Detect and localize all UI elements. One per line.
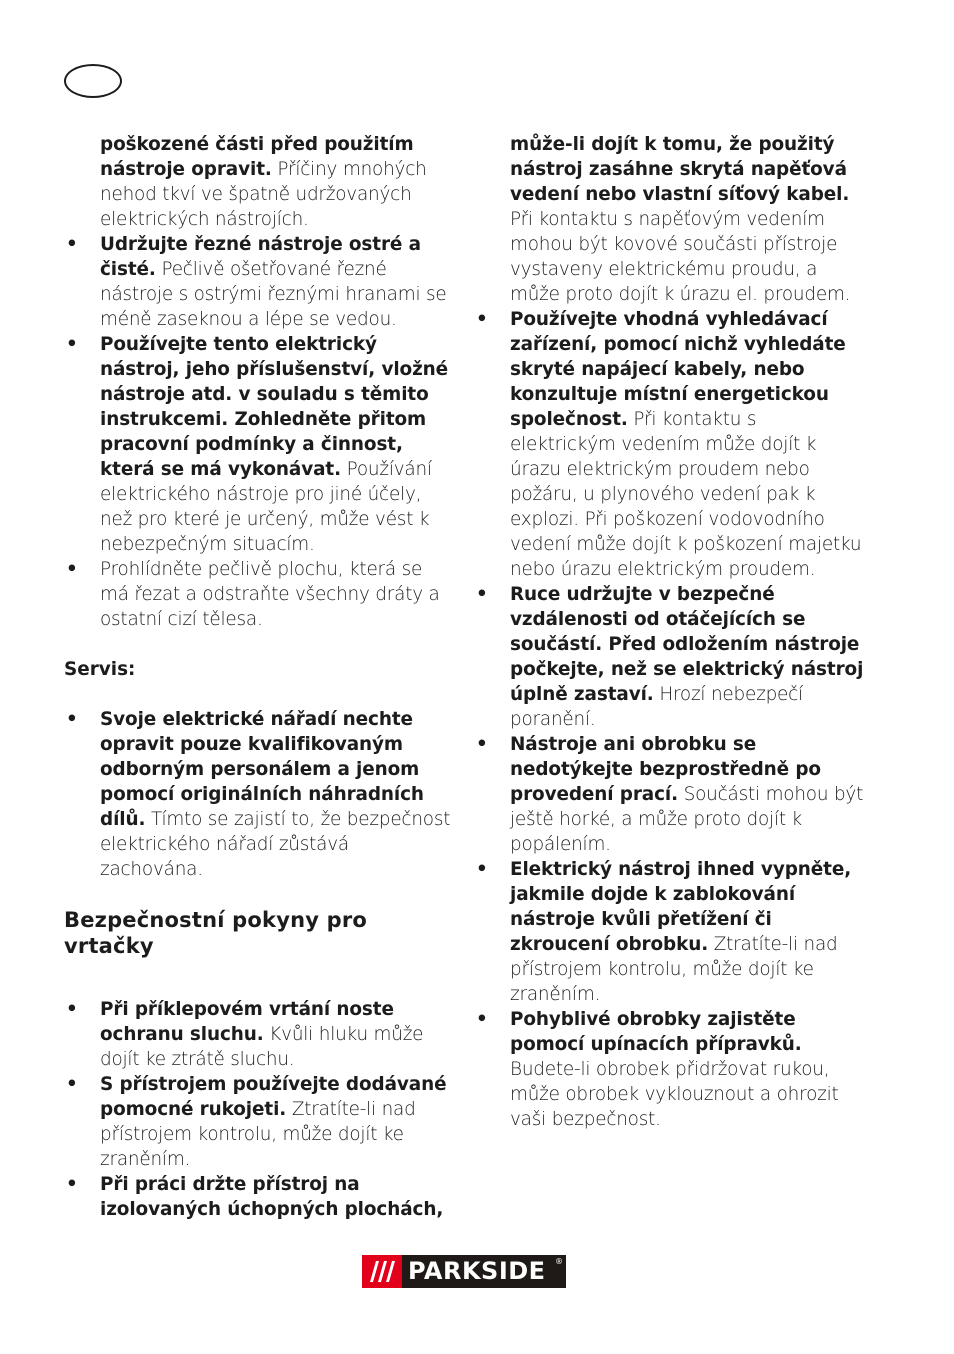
list-item	[64, 1172, 456, 1222]
bold-text: S přístrojem používejte dodávané pomocné rukojeti.	[100, 1074, 447, 1120]
language-badge	[64, 64, 122, 98]
list-item	[64, 557, 456, 632]
list-item	[64, 997, 456, 1072]
right-column	[474, 132, 866, 1132]
list-item	[64, 332, 456, 557]
bold-text: Při práci držte přístroj na izolovaných úchopných plochách,	[100, 1174, 444, 1220]
body-text: Při kontaktu s napěťovým vedením mohou být kovové součásti přístroje vystaveny elektrickému proudu, a může proto dojít k úrazu el. proudem.	[510, 209, 851, 305]
list-item	[64, 707, 456, 882]
body-text: Ztratíte-li nad přístrojem kontrolu, může dojít ke zraněním.	[100, 1099, 416, 1170]
servis-heading: Servis:	[64, 659, 136, 680]
bold-text: poškozené části před použitím nástroje opravit.	[100, 134, 414, 180]
logo-brand-text: PARKSIDE	[408, 1257, 546, 1285]
list-item	[474, 857, 866, 1007]
body-text: Pečlivě ošetřované řezné nástroje s ostrými řeznými hranami se méně zaseknou a lépe se vedou.	[100, 259, 447, 330]
body-text: Budete-li obrobek přidržovat rukou, může obrobek vyklouznout a ohrozit vaši bezpečnost.	[510, 1059, 839, 1130]
list-item	[64, 132, 456, 232]
parkside-logo	[362, 1255, 566, 1288]
body-text: Ztratíte-li nad přístrojem kontrolu, může dojít ke zraněním.	[510, 934, 838, 1005]
list-item	[64, 1072, 456, 1172]
bold-text: může-li dojít k tomu, že použitý nástroj zasáhne skrytá napěťová vedení nebo vlastní síťový kabel.	[510, 134, 850, 205]
body-text: Příčiny mnohých nehod tkví ve špatně udržovaných elektrických nástrojích.	[100, 159, 427, 230]
left-column	[64, 132, 456, 1222]
bold-text: Elektrický nástroj ihned vypněte, jakmile dojde k zablokování nástroje kvůli přetížení či zkroucení obrobku.	[510, 859, 852, 955]
bold-text: Udržujte řezné nástroje ostré a čisté.	[100, 234, 421, 280]
body-text: Při kontaktu s elektrickým vedením může dojít k úrazu elektrickým proudem nebo požáru, u plynového vedení pak k explozi. Při poškození vodovodního vedení může dojít k poškození majetku nebo úrazu elektrickým proudem.	[510, 409, 862, 580]
bold-text: Používejte vhodná vyhledávací zařízení, pomocí nichž vyhledáte skryté napájecí kabely, nebo konzultuje místní energetickou společnost.	[510, 309, 846, 430]
body-text: Používání elektrického nástroje pro jiné účely, než pro které je určený, může vést k nebezpečným situacím.	[100, 459, 432, 555]
section-heading: Bezpečnostní pokyny pro vrtačky	[64, 908, 368, 958]
list-item	[474, 1007, 866, 1132]
list-item	[64, 232, 456, 332]
bold-text: Svoje elektrické nářadí nechte opravit pouze kvalifikovaným odborným personálem a jenom pomocí originálních náhradních dílů.	[100, 709, 424, 830]
list-item	[474, 582, 866, 732]
bold-text: Nástroje ani obrobku se nedotýkejte bezprostředně po provedení prací.	[510, 734, 821, 805]
bold-text: Pohyblivé obrobky zajistěte pomocí upínacích přípravků.	[510, 1009, 802, 1055]
body-text: Kvůli hluku může dojít ke ztrátě sluchu.	[100, 1024, 424, 1070]
bold-text: Používejte tento elektrický nástroj, jeho příslušenství, vložné nástroje atd. v souladu s těmito instrukcemi. Zohledněte přitom pracovní podmínky a činnost, která se má vykonávat.	[100, 334, 449, 480]
body-text: Hrozí nebezpečí poranění.	[510, 684, 803, 730]
body-text: Tímto se zajistí to, že bezpečnost elektrického nářadí zůstává zachována.	[100, 809, 451, 880]
list-item	[474, 307, 866, 582]
body-text: Prohlídněte pečlivě plochu, která se má řezat a odstraňte všechny dráty a ostatní cizí tělesa.	[100, 559, 440, 630]
bold-text: Při příklepovém vrtání noste ochranu sluchu.	[100, 999, 394, 1045]
list-item	[474, 732, 866, 857]
bold-text: Ruce udržujte v bezpečné vzdálenosti od otáčejících se součástí. Před odložením nástroje počkejte, než se elektrický nástroj úplně zastaví.	[510, 584, 864, 705]
body-text: Součásti mohou být ještě horké, a může proto dojít k popálením.	[510, 784, 864, 855]
logo-registered-mark: ®	[555, 1257, 563, 1266]
logo-stripes-icon	[362, 1255, 402, 1288]
list-item	[474, 132, 866, 307]
